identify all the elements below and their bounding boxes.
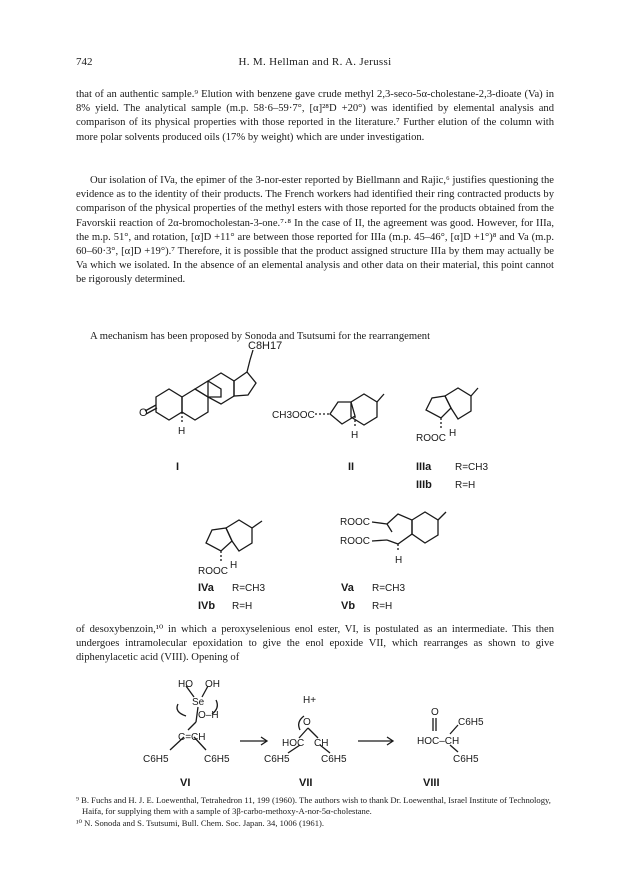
paragraph-4: of desoxybenzoin,¹⁰ in which a peroxyselenious enol ester, VI, is postulated as an intermediate. This then undergoes intramolecular epoxidation to give the enol epoxide VII, which rearranges as shown to give diphenylacetic acid (VIII). Opening of	[76, 624, 554, 664]
vi-se: Se	[192, 697, 205, 708]
paragraph-1: that of an authentic sample.⁹ Elution with benzene gave crude methyl 2,3-seco-5α-cholestane-2,3-dioate (Va) in 8% yield. The analytical sample (m.p. 58·6–59·7°, [α]²⁸D +20°) was identified by elemental analysis and comparison of its physical properties with those reported in the literature.⁷ Further elution of the column with more polar solvents produced oils (17% by weight) which are under investigation.	[76, 89, 554, 143]
vi-oh: OH	[205, 679, 220, 690]
label-IVb-r: R=H	[232, 601, 253, 612]
footnote-10: ¹⁰ N. Sonoda and S. Tsutsumi, Bull. Chem. Soc. Japan. 34, 1006 (1961).	[76, 818, 325, 828]
paragraph-3: A mechanism has been proposed by Sonoda and Tsutsumi for the rearrangement	[90, 331, 431, 342]
label-VIII: VIII	[423, 777, 440, 789]
footnotes	[76, 795, 554, 830]
running-head: H. M. Hellman and R. A. Jerussi	[238, 56, 392, 68]
structure-I-h: H	[178, 426, 186, 437]
footnote-9: ⁹ B. Fuchs and H. J. E. Loewenthal, Tetrahedron 11, 199 (1960). The authors wish to thank Dr. Loewenthal, Israel Institute of Technology, Haifa, for supplying them with a sample of 3β-carbo-methoxy-A-nor-5α-cholestane.	[76, 795, 551, 816]
label-IVb: IVb	[198, 600, 216, 612]
vi-ph-2: C6H5	[204, 754, 230, 765]
label-Vb: Vb	[341, 600, 356, 612]
structure-V-rooc-2: ROOC	[340, 536, 370, 547]
vi-o-h: O–H	[198, 710, 219, 721]
label-IIIa-r: R=CH3	[455, 462, 489, 473]
label-I: I	[176, 461, 180, 473]
vii-o: O	[303, 717, 311, 728]
viii-ph-1: C6H5	[458, 717, 484, 728]
ketone-o-label: O	[139, 407, 148, 419]
label-Vb-r: R=H	[372, 601, 393, 612]
vi-c-ch: C=CH	[178, 732, 206, 743]
structure-III-rooc: ROOC	[416, 433, 446, 444]
label-IVa-r: R=CH3	[232, 583, 266, 594]
label-Va: Va	[341, 582, 354, 594]
structure-I	[145, 350, 256, 422]
label-IVa: IVa	[198, 582, 214, 594]
side-chain-label: C8H17	[248, 340, 283, 352]
viii-ph-2: C6H5	[453, 754, 479, 765]
label-IIIb: IIIb	[416, 479, 432, 491]
structure-V-rooc-1: ROOC	[340, 517, 370, 528]
vii-ph-1: C6H5	[264, 754, 290, 765]
structure-V	[372, 512, 446, 552]
structure-V-h: H	[395, 555, 403, 566]
viii-hoc-ch: HOC–CH	[417, 736, 460, 747]
label-IIIb-r: R=H	[455, 480, 476, 491]
vii-ch: CH	[314, 738, 329, 749]
vii-ph-2: C6H5	[321, 754, 347, 765]
structure-IV-rooc: ROOC	[198, 566, 228, 577]
vii-hoc: HOC	[282, 738, 305, 749]
label-II: II	[348, 461, 355, 473]
structure-IV-h: H	[230, 560, 238, 571]
structure-II-h: H	[351, 430, 359, 441]
label-Va-r: R=CH3	[372, 583, 406, 594]
structure-III	[426, 388, 478, 428]
structure-IV	[206, 520, 262, 561]
viii-o: O	[431, 707, 439, 718]
label-IIIa: IIIa	[416, 461, 432, 473]
methyl-ester-label: CH3OOC	[272, 410, 315, 421]
label-VII: VII	[299, 777, 313, 789]
structure-II	[315, 394, 384, 426]
vii-hplus: H+	[303, 695, 317, 706]
vi-ho: HO	[178, 679, 193, 690]
paragraph-2: Our isolation of IVa, the epimer of the 3-nor-ester reported by Biellmann and Rajic,⁶ justifies questioning the evidence as to the identity of their products. The French workers had identified their ring contracted products by comparison of the physical properties of the methyl esters with those reported for the products obtained from the Favorskii reaction of 2α-bromocholestan-3-one.⁷·⁸ In the case of II, the agreement was good. However, for IIIa, the m.p. 51°, and rotation, [α]D +11° are between those reported for IIIa (m.p. 45–46°, [α]D +1°)⁸ and Va (m.p. 60–60·3°, [α]D +19°).⁷ Therefore, it is possible that the product assigned structure IIIa by them may actually be Va which we isolated. In the absence of an elemental analysis and other data on their material, this point cannot be rigorously determined.	[76, 175, 554, 286]
page-number: 742	[76, 56, 93, 68]
vi-ph-1: C6H5	[143, 754, 169, 765]
structure-III-h: H	[449, 428, 457, 439]
label-VI: VI	[180, 777, 191, 789]
